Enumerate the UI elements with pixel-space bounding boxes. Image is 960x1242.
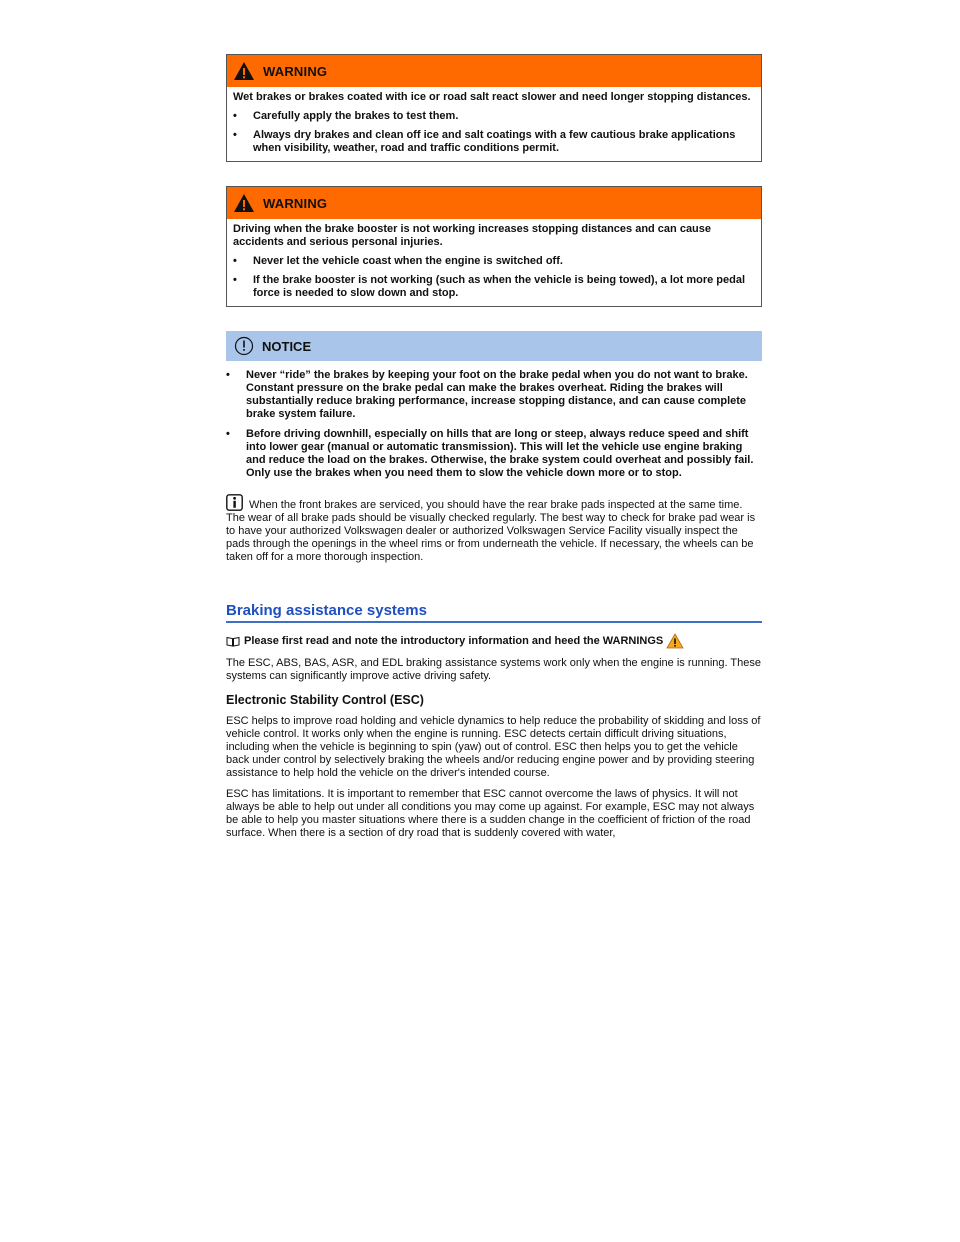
info-note-text: When the front brakes are serviced, you should have the rear brake pads inspected at the same time. The wear of all brake pads should be visually checked regularly. The best way to check for brake pad wear is to have your authorized Volkswagen dealer or authorized Volkswagen Service Facility visually inspect the pads through the openings in the wheel rims or from underneath the vehicle. If necessary, the wheels can be taken off for a more thorough inspection. xyxy=(226,499,756,563)
warning-bullet xyxy=(233,274,753,300)
bullet-glyph: • xyxy=(226,428,230,440)
bullet-glyph: • xyxy=(233,110,237,122)
warning-box-wet-brakes xyxy=(226,54,762,162)
warning-triangle-icon[interactable] xyxy=(666,633,684,649)
notice-title: NOTICE xyxy=(262,338,312,354)
warning-triangle-icon xyxy=(233,61,255,81)
read-note-text: Please first read and note the introductory information and heed the WARNINGS xyxy=(244,635,664,647)
bullet-glyph: • xyxy=(233,274,237,286)
info-icon xyxy=(226,494,243,511)
notice-bullet xyxy=(226,428,762,480)
section-title: Braking assistance systems xyxy=(226,602,762,623)
book-icon xyxy=(226,636,240,647)
notice-bullet-text: Before driving downhill, especially on hills that are long or steep, always reduce speed and shift into lower gear (manual or automatic transmission). This will let the vehicle use engine braking and reduce the load on the brakes. Otherwise, the brake system could overheat and possibly fail. Only use the brakes when you need them to slow the vehicle down more or to stop. xyxy=(246,428,754,479)
warning-bullet xyxy=(233,110,753,123)
notice-header xyxy=(226,331,762,361)
esc-paragraph-2: ESC has limitations. It is important to remember that ESC cannot overcome the laws of physics. It will not always be able to help out under all conditions you may come up against. For example, ESC may not always be able to help you master situations where there is a sudden change in the coefficient of friction of the road surface. When there is a section of dry road that is suddenly covered with water, xyxy=(226,788,755,839)
section-intro: The ESC, ABS, BAS, ASR, and EDL braking assistance systems work only when the engine is running. These systems can significantly improve active driving safety. xyxy=(226,657,761,682)
warning-bullet-text: Always dry brakes and clean off ice and salt coatings with a few cautious brake applications when visibility, weather, road and traffic conditions permit. xyxy=(253,129,736,154)
esc-paragraph-1: ESC helps to improve road holding and vehicle dynamics to help reduce the probability of skidding and loss of vehicle control. It works only when the engine is running. ESC detects certain difficult driving situations, including when the vehicle is beginning to spin (yaw) out of control. ESC then helps you to get the vehicle back under control by selectively braking the wheels and/or reducing engine power and by providing steering assistance to help hold the vehicle on the driver's intended course. xyxy=(226,715,761,779)
warning-intro: Wet brakes or brakes coated with ice or road salt react slower and need longer stopping distances. xyxy=(233,91,751,103)
read-note xyxy=(226,633,762,649)
notice-bullet xyxy=(226,369,762,421)
warning-bullet-text: Never let the vehicle coast when the engine is switched off. xyxy=(253,255,563,267)
warning-bullet xyxy=(233,255,753,268)
warning-header xyxy=(227,187,761,219)
warning-body xyxy=(227,87,761,161)
warning-intro: Driving when the brake booster is not working increases stopping distances and can cause accidents and serious personal injuries. xyxy=(233,223,712,248)
warning-triangle-icon xyxy=(233,193,255,213)
warning-body xyxy=(227,219,761,306)
warning-title: WARNING xyxy=(263,195,328,211)
warning-bullet-text: If the brake booster is not working (such as when the vehicle is being towed), a lot more pedal force is needed to slow down and stop. xyxy=(253,274,746,299)
warning-header xyxy=(227,55,761,87)
notice-body xyxy=(226,361,762,480)
bullet-glyph: • xyxy=(233,129,237,141)
bullet-glyph: • xyxy=(226,369,230,381)
warning-box-brake-booster xyxy=(226,186,762,307)
info-note xyxy=(226,494,762,564)
warning-bullet-text: Carefully apply the brakes to test them. xyxy=(253,110,459,122)
warning-bullet xyxy=(233,129,753,155)
warning-title: WARNING xyxy=(263,63,328,79)
manual-page xyxy=(226,54,762,840)
exclamation-circle-icon xyxy=(234,336,254,356)
notice-bullet-text: Never “ride” the brakes by keeping your foot on the brake pedal when you do not want to brake. Constant pressure on the brake pedal can make the brakes overheat. Riding the brakes will substantially reduce braking performance, increase stopping distance, and can cause complete brake system failure. xyxy=(246,369,748,420)
bullet-glyph: • xyxy=(233,255,237,267)
subsection-title: Electronic Stability Control (ESC) xyxy=(226,693,424,707)
